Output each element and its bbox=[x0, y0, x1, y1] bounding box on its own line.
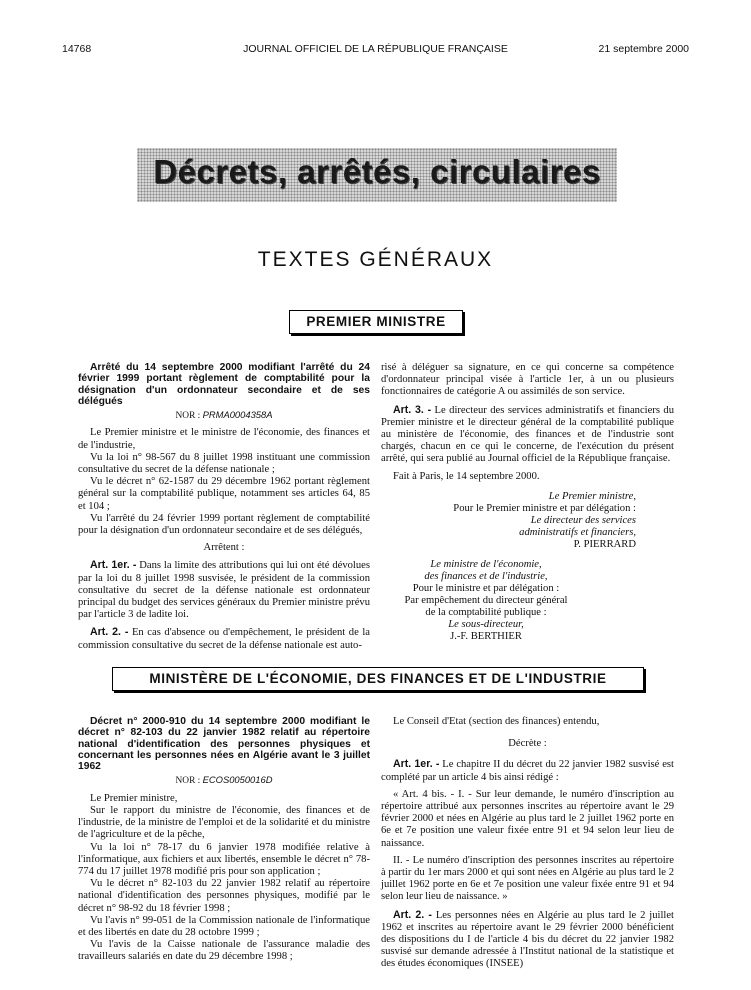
decrete: Décrète : bbox=[508, 738, 547, 750]
ministere-heading: MINISTÈRE DE L'ÉCONOMIE, DES FINANCES ET DE L'INDUSTRIE bbox=[112, 667, 644, 691]
article-3: Art. 3. - Le directeur des services administratifs et financiers du Premier ministre et le directeur général de la comptabilité publique au ministère de l'économie, des finances et de l'industrie sont chargés, chacun en ce qui le concerne, de l'exécution du présent arrêté, qui sera publié au Journal officiel de la République française. bbox=[381, 403, 674, 465]
article-1: Art. 1er. - Le chapitre II du décret du 22 janvier 1982 susvisé est complété par un article 4 bis ainsi rédigé : bbox=[381, 758, 674, 783]
nor-code: ECOS0050016D bbox=[202, 774, 273, 786]
paragraph: Vu l'arrêté du 24 février 1999 portant règlement de comptabilité pour la désignation d'un ordonnateur secondaire et de ses délégués, bbox=[78, 512, 370, 537]
premier-ministre-heading: PREMIER MINISTRE bbox=[289, 310, 463, 334]
page-number: 14768 bbox=[62, 43, 92, 55]
paragraph: Vu l'avis n° 99-051 de la Commission nationale de l'informatique et des libertés en date du 28 octobre 1999 ; bbox=[78, 914, 370, 938]
paragraph: Le Premier ministre et le ministre de l'économie, des finances et de l'industrie, bbox=[78, 427, 370, 451]
article-2: Art. 2. - En cas d'absence ou d'empêchement, le président de la commission consultative du secret de la défense nationale est auto- bbox=[78, 626, 371, 651]
conseil-detat: Le Conseil d'Etat (section des finances) entendu, bbox=[393, 716, 600, 727]
premier-right-column bbox=[381, 362, 674, 643]
article-2: Art. 2. - Les personnes nées en Algérie au plus tard le 2 juillet 1962 et inscrites au répertoire avant le 29 février 2000 bénéficient des dispositions du I de l'article 4 bis du décret du 22 janvier 1982 susvisé sur demande adressée à l'Institut national de la statistique et des études économiques (INSEE) bbox=[381, 908, 674, 970]
paragraph: Le Premier ministre, bbox=[90, 792, 178, 804]
banner-title: Décrets, arrêtés, circulaires bbox=[153, 153, 601, 190]
article-2-continued: risé à déléguer sa signature, en ce qui concerne sa compétence d'ordonnateur principal visée à l'article 1er, à un ou plusieurs fonctionnaires de catégorie A ou assimilés de son service. bbox=[381, 362, 674, 398]
paragraph: Vu le décret n° 62-1587 du 29 décembre 1962 portant règlement général sur la comptabilité publique, notamment ses articles 64, 85 et 104 ; bbox=[78, 476, 370, 512]
journal-name: JOURNAL OFFICIEL DE LA RÉPUBLIQUE FRANÇAISE bbox=[243, 43, 508, 55]
issue-date: 21 septembre 2000 bbox=[598, 43, 689, 55]
arrete-title: Arrêté du 14 septembre 2000 modifiant l'arrêté du 24 février 1999 portant règlement de comptabilité pour la désignation d'un ordonnateur secondaire et de ses délégués bbox=[78, 362, 370, 407]
signature-block-1: Le Premier ministre, Pour le Premier ministre et par délégation : Le directeur des services administratifs et financiers, P. PIERRARD bbox=[453, 490, 636, 550]
nor-line: NOR : PRMA0004358A bbox=[175, 409, 273, 422]
nor-line: NOR : ECOS0050016D bbox=[175, 774, 273, 787]
article-1: Art. 1er. - Dans la limite des attributions qui lui ont été dévolues par la loi du 8 juillet 1998 susvisée, le président de la commission consultative du secret de la défense nationale est ordonnateur principal du budget des services généraux du Premier ministre prévu par l'article 3 de ladite loi. bbox=[78, 559, 370, 621]
ministere-right-column bbox=[381, 716, 674, 971]
signature-block-2: Le ministre de l'économie, des finances et de l'industrie, Pour le ministre et par délégation : Par empêchement du directeur général de la comptabilité publique : Le sous-directeur, J.-F. BERTHIER bbox=[404, 558, 568, 642]
decret-title: Décret n° 2000-910 du 14 septembre 2000 modifiant le décret n° 82-103 du 22 janvier 1982 relatif au répertoire national d'identification des personnes physiques et concernant les personnes nées en Algérie avant le 3 juillet 1962 bbox=[78, 716, 370, 773]
paragraph: Vu la loi n° 98-567 du 8 juillet 1998 instituant une commission consultative du secret de la défense nationale ; bbox=[78, 451, 370, 475]
fait-a-paris: Fait à Paris, le 14 septembre 2000. bbox=[393, 470, 540, 482]
paragraph: Vu l'avis de la Caisse nationale de l'assurance maladie des travailleurs salariés en date du 29 décembre 1998 ; bbox=[78, 939, 370, 963]
quoted-article-part-2: II. - Le numéro d'inscription des personnes inscrites au répertoire à partir du 1er mars 2000 et qui sont nées en Algérie au plus tard le 2 juillet 1962 porte en 6e et 7e position une valeur fixée entre 91 et 94 selon leur lieu de naissance. » bbox=[381, 854, 674, 903]
ministere-left-column bbox=[78, 716, 370, 964]
arretent: Arrêtent : bbox=[203, 542, 245, 554]
premier-left-column bbox=[78, 362, 370, 652]
paragraph: Sur le rapport du ministre de l'économie, des finances et de l'industrie, de la ministre de l'emploi et de la solidarité et du ministre de l'agriculture et de la pêche, bbox=[78, 804, 370, 841]
quoted-article-part-1: « Art. 4 bis. - I. - Sur leur demande, le numéro d'inscription au répertoire attribué aux personnes inscrites au répertoire avant le 29 février 2000 et nées en Algérie au plus tard le 2 juillet 1962 porte en 6e et 7e position une valeur fixée entre 91 et 94 selon leur lieu de naissance. bbox=[381, 788, 674, 849]
nor-code: PRMA0004358A bbox=[202, 409, 273, 421]
paragraph: Vu la loi n° 78-17 du 6 janvier 1978 modifiée relative à l'informatique, aux fichiers et aux libertés, ensemble le décret n° 78-774 du 17 juillet 1978 modifié pris pour son application ; bbox=[78, 841, 370, 877]
section-title: TEXTES GÉNÉRAUX bbox=[257, 248, 494, 271]
paragraph: Vu le décret n° 82-103 du 22 janvier 1982 relatif au répertoire national d'identification des personnes physiques, modifié par le décret n° 98-92 du 18 février 1998 ; bbox=[78, 878, 370, 914]
